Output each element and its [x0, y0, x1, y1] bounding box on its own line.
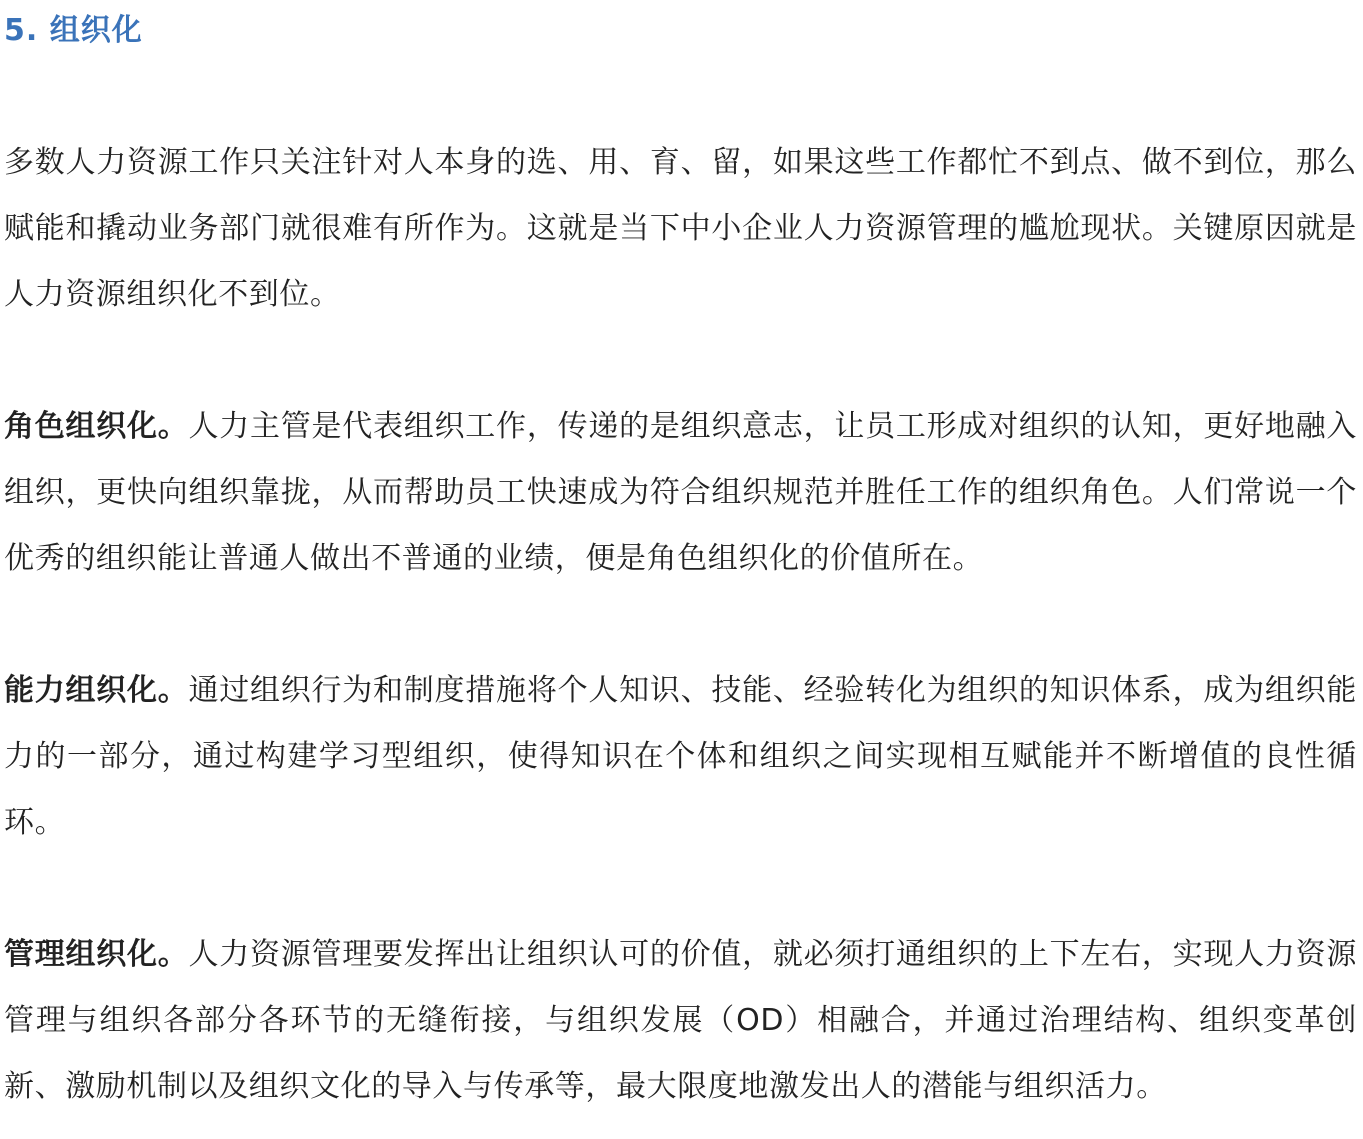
- paragraph-body: 多数人力资源工作只关注针对人本身的选、用、育、留，如果这些工作都忙不到点、做不到位，那么赋能和撬动业务部门就很难有所作为。这就是当下中小企业人力资源管理的尴尬现状。关键原因就是人力资源组织化不到位。: [4, 145, 1357, 312]
- paragraph-management: [4, 922, 1357, 1120]
- paragraph-body: 通过组织行为和制度措施将个人知识、技能、经验转化为组织的知识体系，成为组织能力的一部分，通过构建学习型组织，使得知识在个体和组织之间实现相互赋能并不断增值的良性循环。: [4, 673, 1357, 840]
- paragraph-lead: 角色组织化。: [4, 409, 189, 444]
- section-heading: 5. 组织化: [4, 13, 143, 48]
- paragraph-lead: 管理组织化。: [4, 937, 189, 972]
- paragraph-body: 人力资源管理要发挥出让组织认可的价值，就必须打通组织的上下左右，实现人力资源管理与组织各部分各环节的无缝衔接，与组织发展（OD）相融合，并通过治理结构、组织变革创新、激励机制以及组织文化的导入与传承等，最大限度地激发出人的潜能与组织活力。: [4, 937, 1357, 1104]
- paragraph-body: 人力主管是代表组织工作，传递的是组织意志，让员工形成对组织的认知，更好地融入组织，更快向组织靠拢，从而帮助员工快速成为符合组织规范并胜任工作的组织角色。人们常说一个优秀的组织能让普通人做出不普通的业绩，便是角色组织化的价值所在。: [4, 409, 1357, 576]
- paragraph-role: [4, 394, 1357, 592]
- paragraph-lead: 能力组织化。: [4, 673, 189, 708]
- paragraph-capability: [4, 658, 1357, 856]
- paragraph-intro: [4, 130, 1357, 328]
